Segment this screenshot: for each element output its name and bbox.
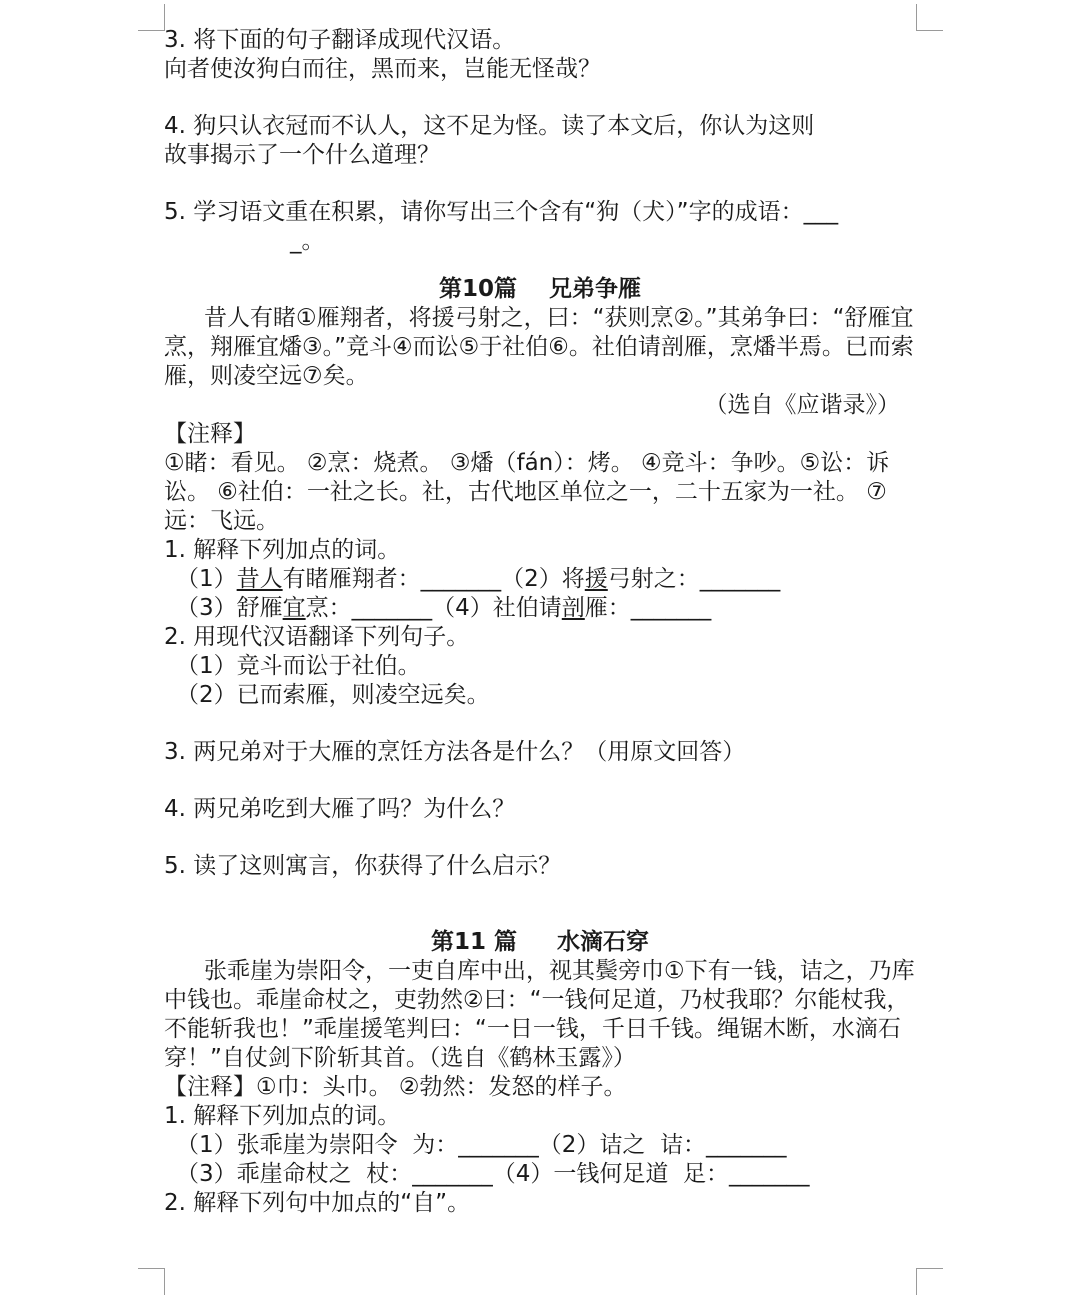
passage-11-note: 【注释】①巾：头巾。 ②勃然：发怒的样子。 [164, 1074, 627, 1100]
prev-question-5-line1: 5. 学习语文重在积累，请你写出三个含有“狗（犬）”字的成语：___ [164, 199, 839, 225]
passage-11-question-1-line-b: （3）乖崖命杖之 杖：_______（4）一钱何足道 足：_______ [176, 1161, 810, 1187]
passage-10-question-5: 5. 读了这则寓言，你获得了什么启示？ [164, 853, 562, 879]
crop-mark-bottom-left [138, 1268, 165, 1295]
dotted-word: 宜 [282, 595, 306, 621]
passage-11-question-2: 2. 解释下列句中加点的“自”。 [164, 1190, 471, 1216]
passage-11-question-1: 1. 解释下列加点的词。 [164, 1103, 401, 1129]
prev-question-4-line1: 4. 狗只认衣冠而不认人，这不足为怪。读了本文后，你认为这则 [164, 113, 815, 139]
dotted-word: 昔人 [236, 566, 283, 592]
passage-10-question-4: 4. 两兄弟吃到大雁了吗？为什么？ [164, 796, 516, 822]
passage-11-question-1-line-a: （1）张乖崖为崇阳令 为：_______（2）诘之 诘：_______ [176, 1132, 787, 1158]
prev-question-3: 3. 将下面的句子翻译成现代汉语。 [164, 27, 516, 53]
passage-10-question-2-a: （1）竞斗而讼于社伯。 [176, 653, 421, 679]
passage-11-text: 张乖崖为崇阳令，一吏自库中出，视其鬓旁巾①下有一钱，诘之，乃库中钱也。乖崖命杖之，吏勃然②曰：“一钱何足道，乃杖我耶？尔能杖我，不能斩我也！”乖崖援笔判曰：“一日一钱，千日千钱。绳锯木断，水滴石穿！”自仗剑下阶斩其首。（选自《鹤林玉露》） [164, 958, 915, 1071]
crop-mark-top-right [916, 4, 943, 31]
crop-mark-top-left [138, 4, 165, 31]
prev-question-3-sentence: 向者使汝狗白而往，黑而来，岂能无怪哉？ [164, 56, 601, 82]
prev-question-5-line2: _。 [290, 228, 325, 254]
dotted-word: 剖 [561, 595, 585, 621]
passage-10-question-3: 3. 两兄弟对于大雁的烹饪方法各是什么？（用原文回答） [164, 739, 746, 765]
passage-10-source: （选自《应谐录》） [704, 392, 900, 418]
passage-11-title: 第11 篇 水滴石穿 [430, 929, 650, 955]
dotted-word: 援 [584, 566, 608, 592]
passage-10-question-1-line-b: （3）舒雁宜烹：_______（4）社伯请剖雁：_______ [176, 595, 712, 621]
passage-10-question-2: 2. 用现代汉语翻译下列句子。 [164, 624, 470, 650]
passage-10-notes-heading: 【注释】 [164, 421, 256, 447]
passage-10-notes: ①睹：看见。 ②烹：烧煮。 ③燔（fán）：烤。 ④竞斗：争吵。⑤讼：诉讼。 ⑥社伯：一社之长。社，古代地区单位之一，二十五家为一社。 ⑦远：飞远。 [164, 450, 890, 534]
passage-10-title: 第10篇 兄弟争雁 [438, 276, 642, 302]
passage-10-question-2-b: （2）已而索雁，则凌空远矣。 [176, 682, 490, 708]
passage-10-question-1-line-a: （1）昔人有睹雁翔者：_______（2）将援弓射之：_______ [176, 566, 781, 592]
passage-10-text: 昔人有睹①雁翔者，将援弓射之，曰：“获则烹②。”其弟争曰：“舒雁宜烹，翔雁宜燔③。”竞斗④而讼⑤于社伯⑥。社伯请剖雁，烹燔半焉。已而索雁，则凌空远⑦矣。 [164, 305, 914, 389]
document-page [164, 26, 916, 1218]
crop-mark-bottom-right [916, 1268, 943, 1295]
passage-10-question-1: 1. 解释下列加点的词。 [164, 537, 401, 563]
prev-question-4-line2: 故事揭示了一个什么道理？ [164, 142, 440, 168]
